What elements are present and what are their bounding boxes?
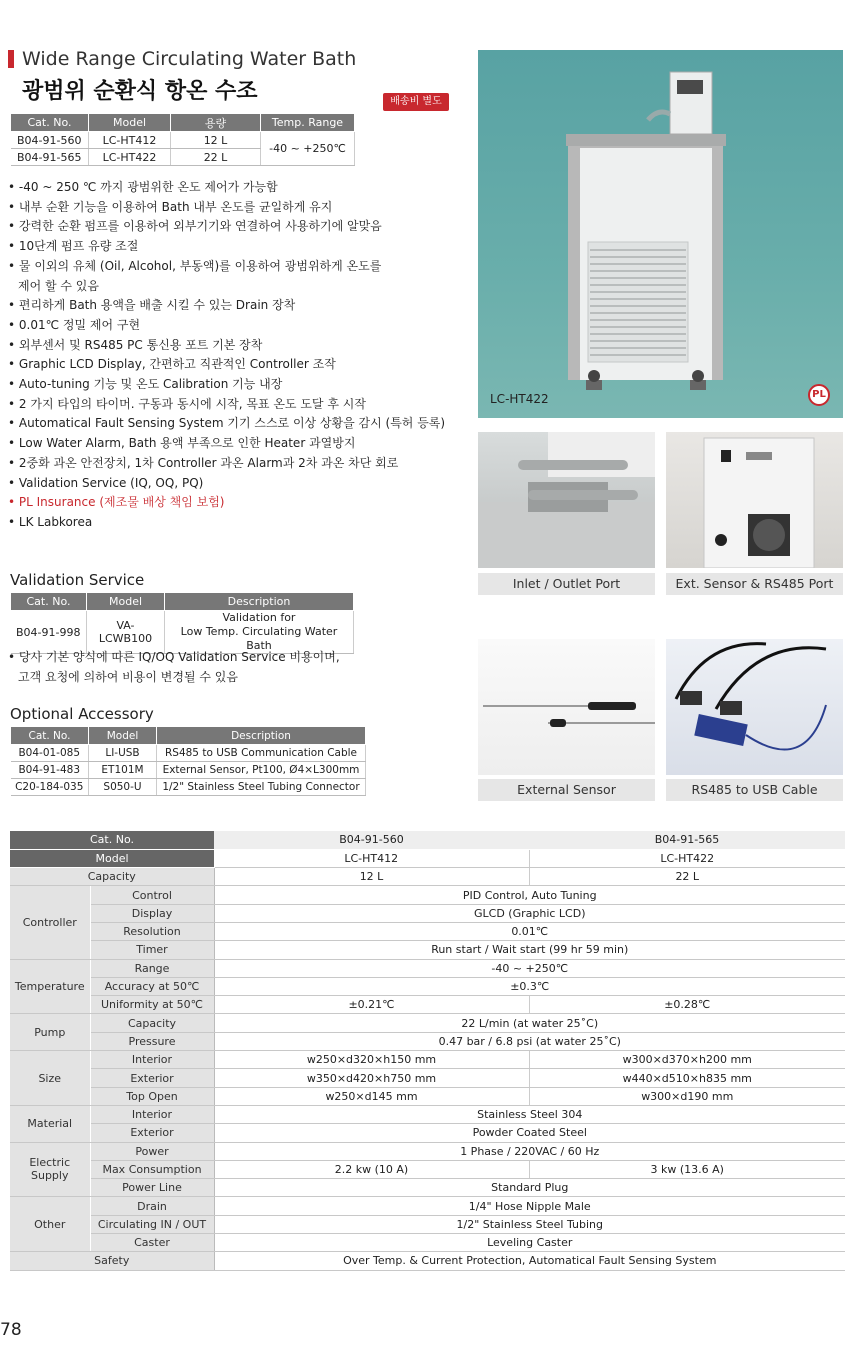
feature-item: • 2 가지 타입의 타이머. 구동과 동시에 시작, 목표 온도 도달 후 시작: [8, 395, 470, 415]
spec-row: [10, 1051, 845, 1069]
col-header: Model: [89, 727, 157, 745]
spec-value: 22 L/min (at water 25˚C): [214, 1014, 845, 1032]
page-number: 78: [0, 1320, 22, 1340]
description-line: Low Temp. Circulating Water Bath: [180, 625, 338, 652]
spec-row: [10, 1087, 845, 1105]
inlet-outlet-photo: [478, 432, 655, 568]
accessory-table: [10, 726, 366, 796]
spec-value: -40 ~ +250℃: [214, 959, 845, 977]
spec-model-col2: LC-HT422: [529, 849, 845, 867]
feature-item: • LK Labkorea: [8, 513, 470, 533]
spec-row: [10, 904, 845, 922]
spec-head-col2: B04-91-565: [529, 831, 845, 849]
models-table: [10, 113, 355, 166]
spec-row: [10, 868, 845, 886]
description: 1/2" Stainless Steel Tubing Connector: [157, 779, 366, 796]
feature-item: • Automatical Fault Sensing System 기기 스스로 이상 상황을 감시 (특허 등록): [8, 414, 470, 434]
feature-item: • Auto-tuning 기능 및 온도 Calibration 기능 내장: [8, 375, 470, 395]
spec-row: [10, 1032, 845, 1050]
caption-external-sensor: External Sensor: [478, 779, 655, 801]
cat-no: B04-91-565: [11, 149, 89, 166]
spec-label: Safety: [10, 1252, 214, 1270]
feature-item: • 2중화 과온 안전장치, 1차 Controller 과온 Alarm과 2차 과온 차단 회로: [8, 454, 470, 474]
spec-value: 1 Phase / 220VAC / 60 Hz: [214, 1142, 845, 1160]
spec-group: Pump: [10, 1014, 90, 1051]
product-title-ko: 광범위 순환식 항온 수조: [22, 79, 258, 104]
spec-row: [10, 1142, 845, 1160]
spec-label: Control: [90, 886, 214, 904]
spec-value: GLCD (Graphic LCD): [214, 904, 845, 922]
feature-item: • Low Water Alarm, Bath 용액 부족으로 인한 Heater 과열방지: [8, 434, 470, 454]
feature-item: • 강력한 순환 펌프를 이용하여 외부기기와 연결하여 사용하기에 알맞음: [8, 217, 470, 237]
col-header: Model: [89, 114, 171, 132]
spec-value: 22 L: [529, 868, 845, 886]
feature-list: [8, 178, 470, 533]
feature-item: • 0.01℃ 정밀 제어 구현: [8, 316, 470, 336]
temp-range: -40 ~ +250℃: [261, 132, 355, 166]
spec-label: Capacity: [10, 868, 214, 886]
caption-ext-sensor-port: Ext. Sensor & RS485 Port: [666, 573, 843, 595]
spec-row: [10, 1160, 845, 1178]
spec-value: PID Control, Auto Tuning: [214, 886, 845, 904]
spec-group: Material: [10, 1105, 90, 1142]
spec-row: [10, 922, 845, 940]
spec-value: 0.01℃: [214, 922, 845, 940]
col-header: Cat. No.: [11, 114, 89, 132]
spec-model-col1: LC-HT412: [214, 849, 529, 867]
feature-item: • -40 ~ 250 ℃ 까지 광범위한 온도 제어가 가능함: [8, 178, 470, 198]
spec-value: ±0.21℃: [214, 996, 529, 1014]
product-title-en: Wide Range Circulating Water Bath: [22, 48, 357, 70]
spec-label: Resolution: [90, 922, 214, 940]
spec-label: Range: [90, 959, 214, 977]
spec-group: Temperature: [10, 959, 90, 1014]
spec-value: 1/4" Hose Nipple Male: [214, 1197, 845, 1215]
description: RS485 to USB Communication Cable: [157, 745, 366, 762]
caption-rs485-usb: RS485 to USB Cable: [666, 779, 843, 801]
spec-head-label: Cat. No.: [10, 831, 214, 849]
spec-value: Powder Coated Steel: [214, 1124, 845, 1142]
col-header: 용량: [171, 114, 261, 132]
col-header: Cat. No.: [11, 593, 87, 611]
pl-mark: PL: [808, 384, 830, 406]
table-row: [11, 762, 366, 779]
spec-group: Size: [10, 1051, 90, 1106]
spec-value: Stainless Steel 304: [214, 1105, 845, 1123]
spec-row: [10, 1252, 845, 1270]
table-row: [11, 779, 366, 796]
spec-row: [10, 1069, 845, 1087]
spec-label: Display: [90, 904, 214, 922]
cat-no: B04-91-560: [11, 132, 89, 149]
main-photo-label: LC-HT422: [490, 392, 549, 406]
model: VA-LCWB100: [87, 611, 165, 654]
capacity: 22 L: [171, 149, 261, 166]
spec-label: Interior: [90, 1105, 214, 1123]
cat-no: B04-91-998: [11, 611, 87, 654]
col-header: Description: [165, 593, 354, 611]
feature-item: • Graphic LCD Display, 간편하고 직관적인 Controller 조작: [8, 355, 470, 375]
model: LC-HT412: [89, 132, 171, 149]
spec-table: [10, 831, 845, 1271]
spec-value: w250×d320×h150 mm: [214, 1051, 529, 1069]
spec-value: 0.47 bar / 6.8 psi (at water 25˚C): [214, 1032, 845, 1050]
spec-value: 12 L: [214, 868, 529, 886]
rs485-usb-cable-photo: [666, 639, 843, 775]
spec-row: [10, 1105, 845, 1123]
spec-value: 2.2 kw (10 A): [214, 1160, 529, 1178]
ext-sensor-port-photo: [666, 432, 843, 568]
capacity: 12 L: [171, 132, 261, 149]
model: ET101M: [89, 762, 157, 779]
spec-label: Max Consumption: [90, 1160, 214, 1178]
spec-label: Exterior: [90, 1069, 214, 1087]
spec-model-row: [10, 849, 845, 867]
note-item: • 당사 기본 양식에 따른 IQ/OQ Validation Service 비용이며,: [8, 648, 468, 668]
model: LC-HT422: [89, 149, 171, 166]
description: External Sensor, Pt100, Ø4×L300mm: [157, 762, 366, 779]
caption-inlet-outlet: Inlet / Outlet Port: [478, 573, 655, 595]
spec-value: Standard Plug: [214, 1179, 845, 1197]
spec-label: Caster: [90, 1234, 214, 1252]
spec-row: [10, 996, 845, 1014]
cat-no: C20-184-035: [11, 779, 89, 796]
spec-value: Over Temp. & Current Protection, Automatical Fault Sensing System: [214, 1252, 845, 1270]
spec-row: [10, 886, 845, 904]
spec-model-label: Model: [10, 849, 214, 867]
spec-value: Leveling Caster: [214, 1234, 845, 1252]
col-header: Cat. No.: [11, 727, 89, 745]
feature-item: 제어 할 수 있음: [18, 278, 99, 293]
cat-no: B04-01-085: [11, 745, 89, 762]
feature-item: • PL Insurance (제조물 배상 책임 보험): [8, 493, 470, 513]
spec-label: Accuracy at 50℃: [90, 977, 214, 995]
table-row: [11, 132, 355, 149]
spec-row: [10, 1215, 845, 1233]
cat-no: B04-91-483: [11, 762, 89, 779]
model: LI-USB: [89, 745, 157, 762]
spec-label: Uniformity at 50℃: [90, 996, 214, 1014]
feature-item: • 편리하게 Bath 용액을 배출 시킬 수 있는 Drain 장착: [8, 296, 470, 316]
spec-label: Power Line: [90, 1179, 214, 1197]
spec-header-row: [10, 831, 845, 849]
spec-value: ±0.3℃: [214, 977, 845, 995]
spec-row: [10, 1234, 845, 1252]
spec-value: 1/2" Stainless Steel Tubing: [214, 1215, 845, 1233]
title-accent-bar: [8, 50, 14, 68]
col-header: Model: [87, 593, 165, 611]
model: S050-U: [89, 779, 157, 796]
spec-value: 3 kw (13.6 A): [529, 1160, 845, 1178]
spec-value: Run start / Wait start (99 hr 59 min): [214, 941, 845, 959]
feature-item: • 물 이외의 유체 (Oil, Alcohol, 부동액)를 이용하여 광범위하게 온도를: [8, 257, 470, 277]
table-row: [11, 745, 366, 762]
spec-label: Top Open: [90, 1087, 214, 1105]
description-line: Validation for: [222, 611, 296, 624]
validation-table: [10, 592, 354, 654]
validation-notes: [8, 648, 468, 687]
spec-label: Exterior: [90, 1124, 214, 1142]
spec-label: Capacity: [90, 1014, 214, 1032]
spec-label: Timer: [90, 941, 214, 959]
accessory-title: Optional Accessory: [10, 705, 154, 723]
feature-item: • 외부센서 및 RS485 PC 통신용 포트 기본 장착: [8, 336, 470, 356]
col-header: Description: [157, 727, 366, 745]
spec-value: ±0.28℃: [529, 996, 845, 1014]
feature-item: • 10단계 펌프 유량 조절: [8, 237, 470, 257]
main-product-photo: [478, 50, 843, 418]
feature-item: • 내부 순환 기능을 이용하여 Bath 내부 온도를 균일하게 유지: [8, 198, 470, 218]
spec-label: Interior: [90, 1051, 214, 1069]
spec-row: [10, 1197, 845, 1215]
spec-group: Electric Supply: [10, 1142, 90, 1197]
spec-label: Pressure: [90, 1032, 214, 1050]
spec-value: w350×d420×h750 mm: [214, 1069, 529, 1087]
external-sensor-photo: [478, 639, 655, 775]
note-item: 고객 요청에 의하여 비용이 변경될 수 있음: [18, 669, 238, 684]
spec-row: [10, 959, 845, 977]
spec-label: Drain: [90, 1197, 214, 1215]
spec-value: w300×d370×h200 mm: [529, 1051, 845, 1069]
spec-label: Circulating IN / OUT: [90, 1215, 214, 1233]
validation-title: Validation Service: [10, 571, 145, 589]
spec-value: w300×d190 mm: [529, 1087, 845, 1105]
spec-group: Other: [10, 1197, 90, 1252]
col-header: Temp. Range: [261, 114, 355, 132]
water-bath-illustration: [478, 50, 843, 418]
spec-row: [10, 1124, 845, 1142]
spec-value: w440×d510×h835 mm: [529, 1069, 845, 1087]
spec-row: [10, 1014, 845, 1032]
spec-label: Power: [90, 1142, 214, 1160]
spec-row: [10, 1179, 845, 1197]
shipping-badge: 배송비 별도: [383, 93, 449, 111]
spec-group: Controller: [10, 886, 90, 959]
feature-item: • Validation Service (IQ, OQ, PQ): [8, 474, 470, 494]
spec-head-col1: B04-91-560: [214, 831, 529, 849]
spec-value: w250×d145 mm: [214, 1087, 529, 1105]
spec-row: [10, 977, 845, 995]
spec-row: [10, 941, 845, 959]
